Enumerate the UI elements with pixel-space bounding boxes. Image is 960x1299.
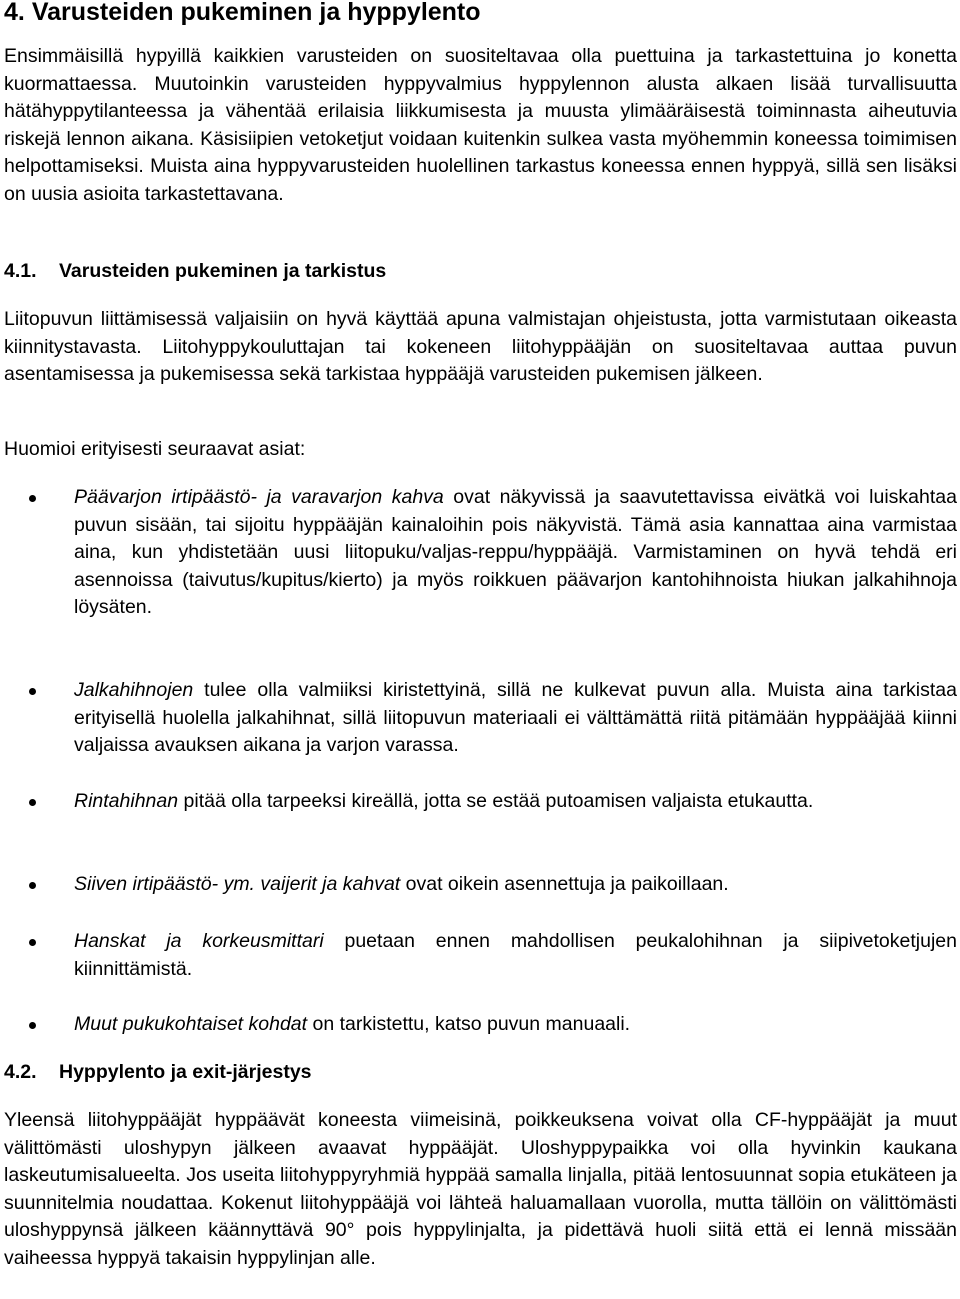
list-item-text bbox=[74, 677, 957, 760]
list-item-text bbox=[74, 788, 957, 816]
list-item-emphasis: Muut pukukohtaiset kohdat bbox=[74, 1013, 308, 1035]
list-item-emphasis: Rintahihnan bbox=[74, 790, 179, 812]
section-4-1-title: Varusteiden pukeminen ja tarkistus bbox=[59, 260, 387, 282]
list-item-emphasis: Hanskat ja korkeusmittari bbox=[74, 930, 324, 952]
list-item-body: ovat näkyvissä ja saavutettavissa eivätkä voi luiskahtaa puvun sisään, tai sijoitu hyppääjän kainaloihin pois näkyvistä. Tämä asia kannattaa aina varmistaa aina, kun yhdistetään uusi liitopuku/valjas-reppu/hyppääjä. Varmistaminen on hyvä tehdä eri asennoissa (taivutus/kupitus/kierto) ja myös roikkuen päävarjon kantohihnoista hiukan jalkahihnoja löysäten. bbox=[74, 486, 957, 619]
bullet-icon bbox=[29, 688, 36, 695]
list-item-text bbox=[74, 484, 957, 622]
section-4-2-paragraph: Yleensä liitohyppääjät hyppäävät koneesta viimeisinä, poikkeuksena voivat olla CF-hyppääjät ja muut välittömästi uloshypyn jälkeen avaavat hyppääjät. Uloshyppypaikka voi olla hyvinkin kaukana laskeutumisalueelta. Jos useita liitohyppyryhmiä hyppää samalla linjalla, pitää lentosuunnat sopia etukäteen ja suunnitelmia noudattaa. Kokenut liitohyppääjä voi lähteä haluamallaan vuorolla, mutta tällöin on välittömästi uloshyppynsä jälkeen käännyttävä 90° pois hyppylinjalta, ja pidettävä huoli siitä että ei lennä missään vaiheessa hyppyä takaisin hyppylinjan alle. bbox=[4, 1109, 957, 1269]
list-item-emphasis: Jalkahihnojen bbox=[74, 679, 194, 701]
section-4-2-number: 4.2. bbox=[4, 1061, 37, 1083]
section-4-1-number: 4.1. bbox=[4, 260, 37, 282]
list-item-body: ovat oikein asennettuja ja paikoillaan. bbox=[400, 873, 729, 895]
section-4-2-heading bbox=[4, 1059, 312, 1085]
section-4-1-heading bbox=[4, 258, 386, 284]
section-4-title: Varusteiden pukeminen ja hyppylento bbox=[31, 0, 481, 26]
bullet-icon bbox=[29, 939, 36, 946]
bullet-icon bbox=[29, 495, 36, 502]
list-item-text bbox=[74, 871, 957, 899]
section-4-1-paragraph: Liitopuvun liittämisessä valjaisiin on hyvä käyttää apuna valmistajan ohjeistusta, jotta varmistutaan oikeasta kiinnitystavasta. Liitohyppykouluttajan tai kokeneen liitohyppääjän on suositeltavaa auttaa puvun asentamisessa ja pukemisessa sekä tarkistaa hyppääjä varusteiden pukemisen jälkeen. bbox=[4, 308, 957, 386]
list-item-body: puetaan ennen mahdollisen peukalohihnan ja siipivetoketjujen kiinnittämistä. bbox=[74, 930, 957, 980]
section-4-heading bbox=[4, 0, 481, 27]
list-item-body: on tarkistettu, katso puvun manuaali. bbox=[307, 1013, 631, 1035]
section-4-intro: Ensimmäisillä hypyillä kaikkien varusteiden on suositeltavaa olla puettuina ja tarkastettuina jo konetta kuormattaessa. Muutoinkin varusteiden hyppyvalmius hyppylennon alusta alkaen lisää turvallisuutta hätähyppytilanteessa ja vähentää erilaisia liikkumisesta ja muusta ylimääräisestä toiminnasta aiheutuvia riskejä lennon aikana. Käsisiipien vetoketjut voidaan kuitenkin sulkea vasta myöhemmin koneessa toimimisen helpottamiseksi. Muista aina hyppyvarusteiden huolellinen tarkastus koneessa ennen hyppyä, sillä sen lisäksi on uusia asioita tarkastettavana. bbox=[4, 45, 957, 205]
section-4-number: 4. bbox=[4, 0, 25, 26]
list-item-emphasis: Päävarjon irtipäästö- ja varavarjon kahva bbox=[74, 486, 444, 508]
section-4-2-title: Hyppylento ja exit-järjestys bbox=[59, 1061, 312, 1083]
list-item-text bbox=[74, 928, 957, 983]
bullet-icon bbox=[29, 799, 36, 806]
section-4-1-lead: Huomioi erityisesti seuraavat asiat: bbox=[4, 438, 306, 460]
bullet-icon bbox=[29, 1022, 36, 1029]
list-item-emphasis: Siiven irtipäästö- ym. vaijerit ja kahvat bbox=[74, 873, 401, 895]
list-item-body: pitää olla tarpeeksi kireällä, jotta se estää putoamisen valjaista etukautta. bbox=[178, 790, 814, 812]
bullet-icon bbox=[29, 882, 36, 889]
list-item-body: tulee olla valmiiksi kiristettyinä, sillä ne kulkevat puvun alla. Muista aina tarkistaa erityisellä huolella jalkahihnat, sillä liitopuvun materiaali ei välttämättä riitä pitämään hyppääjää kiinni valjaissa avauksen aikana ja varjon varassa. bbox=[74, 679, 957, 757]
list-item-text bbox=[74, 1011, 957, 1039]
